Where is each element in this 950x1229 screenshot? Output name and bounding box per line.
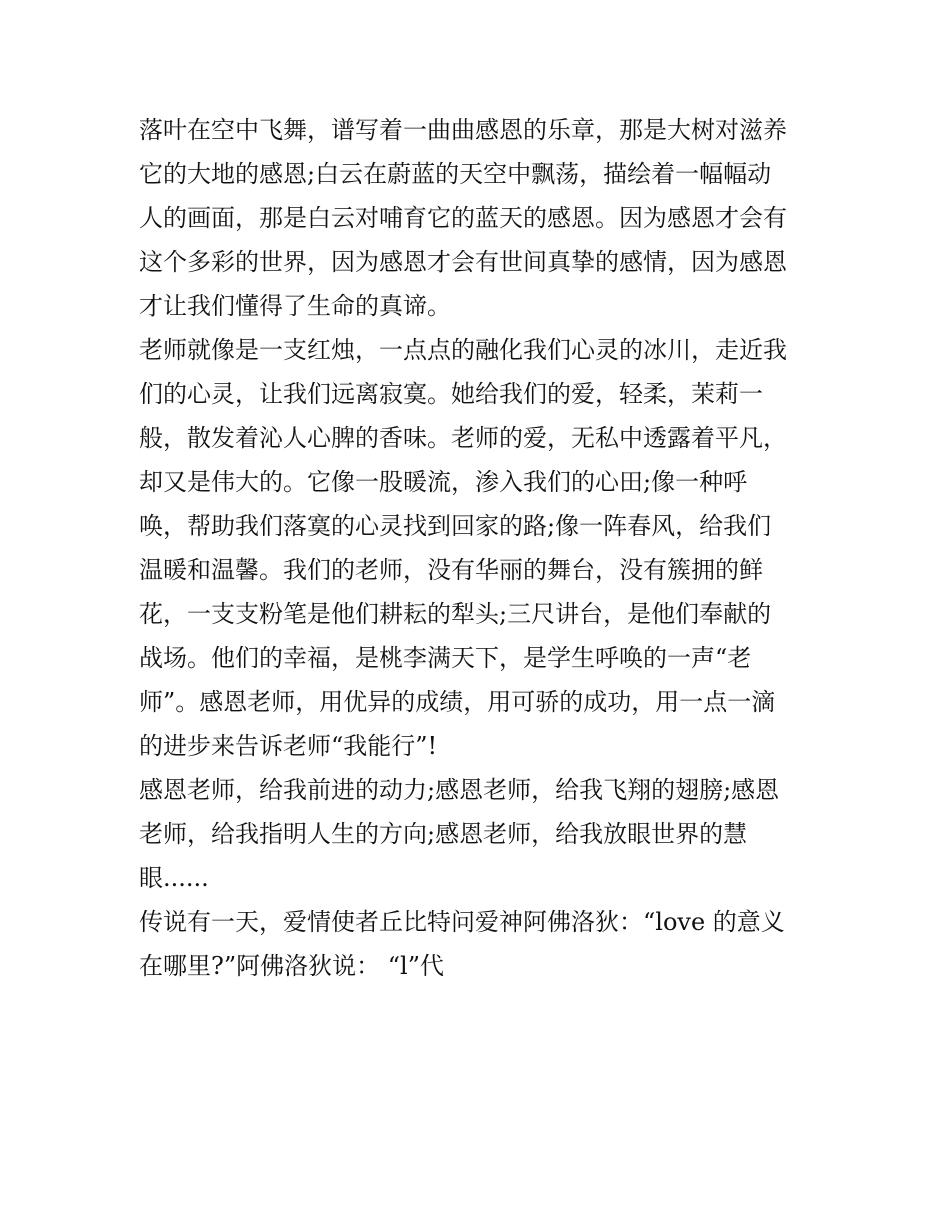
paragraph-thank-teacher (139, 768, 819, 900)
text-line: 人的画面，那是白云对哺育它的蓝天的感恩。因为感恩才会有 (139, 204, 787, 232)
text-line: 在哪里?”阿佛洛狄说： “l”代 (139, 952, 444, 980)
text-line: 温暖和温馨。我们的老师，没有华丽的舞台，没有簇拥的鲜 (139, 556, 763, 584)
text-line: 们的心灵，让我们远离寂寞。她给我们的爱，轻柔，茉莉一 (139, 380, 763, 408)
text-line: 师”。感恩老师，用优异的成绩，用可骄的成功，用一点一滴 (139, 688, 776, 716)
text-line: 这个多彩的世界，因为感恩才会有世间真挚的感情，因为感恩 (139, 248, 787, 276)
text-line: 却又是伟大的。它像一股暖流，渗入我们的心田;像一种呼 (139, 468, 748, 496)
text-line: 唤，帮助我们落寞的心灵找到回家的路;像一阵春风，给我们 (139, 512, 772, 540)
paragraph-cupid-legend (139, 900, 819, 988)
text-line: 眼...... (139, 864, 209, 892)
text-line: 传说有一天，爱情使者丘比特问爱神阿佛洛狄：“love 的意义 (139, 908, 785, 936)
text-line: 的进步来告诉老师“我能行”! (139, 732, 438, 760)
text-line: 老师就像是一支红烛，一点点的融化我们心灵的冰川，走近我 (139, 336, 787, 364)
text-line: 才让我们懂得了生命的真谛。 (139, 292, 451, 320)
text-line: 它的大地的感恩;白云在蔚蓝的天空中飘荡，描绘着一幅幅动 (139, 160, 772, 188)
paragraph-gratitude-nature (139, 108, 819, 328)
text-line: 花，一支支粉笔是他们耕耘的犁头;三尺讲台，是他们奉献的 (139, 600, 772, 628)
text-line: 战场。他们的幸福，是桃李满天下，是学生呼唤的一声“老 (139, 644, 752, 672)
text-line: 落叶在空中飞舞，谱写着一曲曲感恩的乐章，那是大树对滋养 (139, 116, 787, 144)
document-body (139, 108, 819, 988)
text-line: 感恩老师，给我前进的动力;感恩老师，给我飞翔的翅膀;感恩 (139, 776, 780, 804)
text-line: 老师，给我指明人生的方向;感恩老师，给我放眼世界的慧 (139, 820, 748, 848)
paragraph-teacher-candle (139, 328, 819, 768)
text-line: 般，散发着沁人心脾的香味。老师的爱，无私中透露着平凡， (139, 424, 787, 452)
